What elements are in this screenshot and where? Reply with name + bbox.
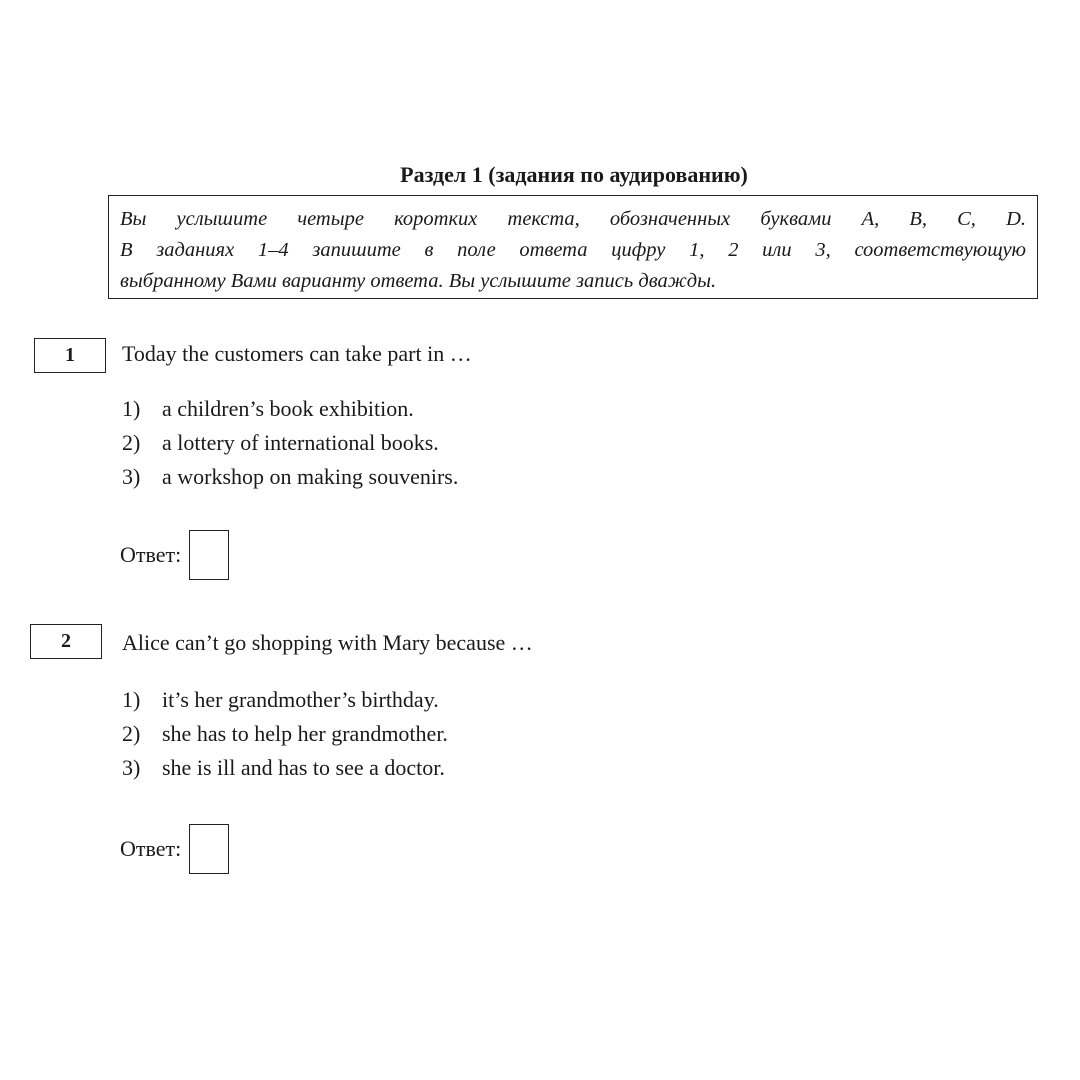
option-1-3 bbox=[122, 460, 458, 494]
option-number: 1) bbox=[122, 396, 141, 421]
option-2-3 bbox=[122, 751, 448, 785]
option-1-2 bbox=[122, 426, 458, 460]
instruction-box bbox=[108, 195, 1038, 299]
option-2-1 bbox=[122, 683, 448, 717]
answer-label: Ответ: bbox=[120, 542, 182, 567]
task-number-1: 1 bbox=[34, 338, 106, 373]
answer-row-2 bbox=[120, 824, 229, 874]
option-2-2 bbox=[122, 717, 448, 751]
task-number-2: 2 bbox=[30, 624, 102, 659]
options-list-2 bbox=[122, 683, 448, 785]
question-2: Alice can’t go shopping with Mary because … bbox=[122, 630, 533, 655]
instruction-line: Вы услышите четыре коротких текста, обозначенных буквами A, B, C, D. bbox=[120, 208, 1026, 230]
question-1: Today the customers can take part in … bbox=[122, 341, 472, 366]
answer-label: Ответ: bbox=[120, 836, 182, 861]
option-text: it’s her grandmother’s birthday. bbox=[162, 687, 439, 712]
option-text: a workshop on making souvenirs. bbox=[162, 464, 459, 489]
instruction-line: В заданиях 1–4 запишите в поле ответа цифру 1, 2 или 3, соответствующую bbox=[120, 239, 1026, 261]
option-number: 2) bbox=[122, 430, 141, 455]
section-title: Раздел 1 (задания по аудированию) bbox=[400, 162, 748, 187]
answer-box-1[interactable] bbox=[189, 530, 229, 580]
option-number: 3) bbox=[122, 755, 141, 780]
instruction-line: выбранному Вами варианту ответа. Вы услышите запись дважды. bbox=[120, 270, 717, 292]
option-text: she is ill and has to see a doctor. bbox=[162, 755, 445, 780]
options-list-1 bbox=[122, 392, 458, 494]
option-number: 1) bbox=[122, 687, 141, 712]
option-text: a children’s book exhibition. bbox=[162, 396, 414, 421]
option-number: 2) bbox=[122, 721, 141, 746]
option-text: she has to help her grandmother. bbox=[162, 721, 448, 746]
option-text: a lottery of international books. bbox=[162, 430, 439, 455]
answer-row-1 bbox=[120, 530, 229, 580]
option-1-1 bbox=[122, 392, 458, 426]
answer-box-2[interactable] bbox=[189, 824, 229, 874]
option-number: 3) bbox=[122, 464, 141, 489]
